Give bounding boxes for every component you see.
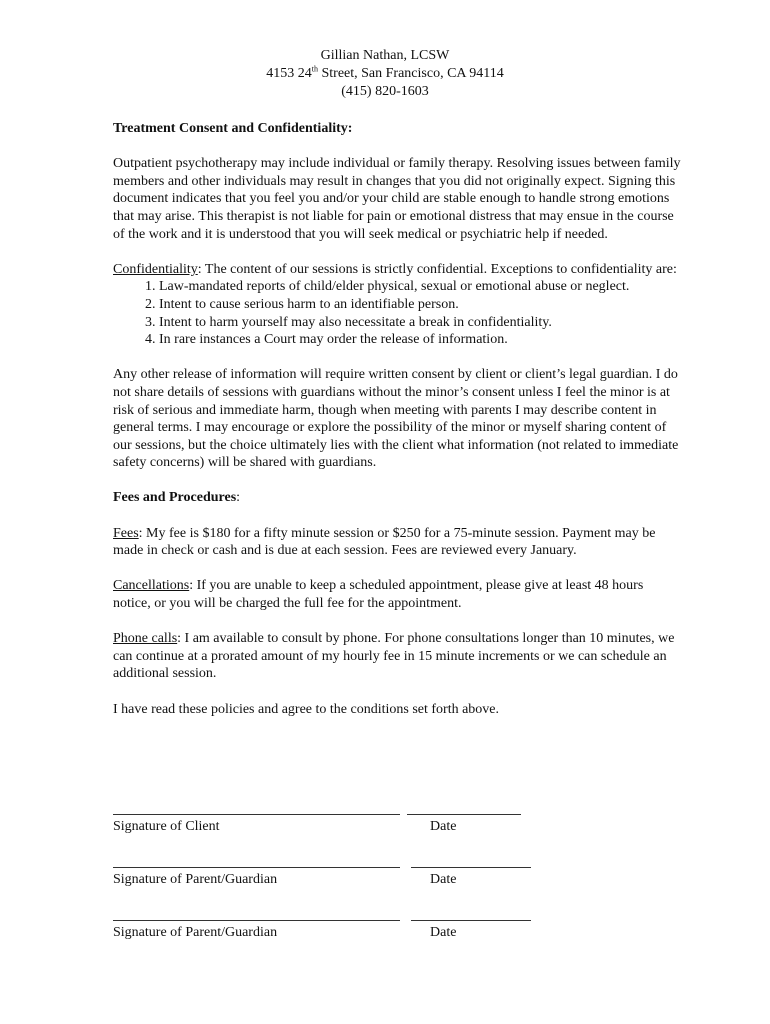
exception-item: 1. Law-mandated reports of child/elder physical, sexual or emotional abuse or neglect. <box>159 278 683 296</box>
letterhead <box>0 47 770 101</box>
phone-calls-paragraph: Phone calls: I am available to consult by phone. For phone consultations longer than 10 minutes, we can continue at a prorated amount of my hourly fee in 15 minute increments or we can schedule an additional session. <box>113 631 675 682</box>
exception-item: 2. Intent to cause serious harm to an identifiable person. <box>159 296 683 314</box>
guardian-date-line[interactable] <box>411 920 531 921</box>
signature-label: Signature of Parent/Guardian <box>113 872 278 887</box>
document-body <box>113 120 683 718</box>
signature-row-guardian-2 <box>113 906 593 959</box>
therapist-phone: (415) 820-1603 <box>341 84 429 99</box>
signature-row-guardian-1 <box>113 853 593 906</box>
therapist-name: Gillian Nathan, LCSW <box>320 48 450 63</box>
date-label: Date <box>430 872 457 887</box>
confidentiality-exceptions <box>113 278 683 348</box>
cancellations-paragraph: Cancellations: If you are unable to keep a scheduled appointment, please give at least 48 hours notice, or you will be charged the full fee for the appointment. <box>113 578 644 612</box>
phone-calls-label: Phone calls <box>113 631 178 647</box>
guardian-signature-line[interactable] <box>113 867 400 868</box>
fees-heading: Fees and Procedures: <box>113 490 241 506</box>
cancellations-label: Cancellations <box>113 578 190 594</box>
signature-block <box>113 800 593 959</box>
exception-item: 4. In rare instances a Court may order the release of information. <box>159 331 683 349</box>
signature-label: Signature of Parent/Guardian <box>113 925 278 940</box>
fees-paragraph: Fees: My fee is $180 for a fifty minute session or $250 for a 75-minute session. Payment may be made in check or cash and is due at each session. Fees are reviewed every January. <box>113 525 656 559</box>
client-date-line[interactable] <box>407 814 521 815</box>
date-label: Date <box>430 819 457 834</box>
confidentiality-paragraph: Confidentiality: The content of our sessions is strictly confidential. Exceptions to confidentiality are: <box>113 261 677 277</box>
guardian-signature-line[interactable] <box>113 920 400 921</box>
exception-item: 3. Intent to harm yourself may also necessitate a break in confidentiality. <box>159 314 683 332</box>
release-paragraph: Any other release of information will require written consent by client or client’s legal guardian. I do not share details of sessions with guardians without the minor’s consent unless I feel the minor is at risk of serious and immediate harm, though when meeting with parents I may describe content in general terms. I may encourage or explore the possibility of the minor or myself sharing content of our sessions, but the choice ultimately lies with the client what information (not related to immediate safety concerns) will be shared with guardians. <box>113 367 679 471</box>
confidentiality-label: Confidentiality <box>113 261 198 277</box>
consent-heading: Treatment Consent and Confidentiality: <box>113 121 353 136</box>
fees-label: Fees <box>113 525 139 541</box>
therapist-address: 4153 24th Street, San Francisco, CA 94114 <box>266 64 504 81</box>
date-label: Date <box>430 925 457 940</box>
signature-row-client <box>113 800 593 853</box>
client-signature-line[interactable] <box>113 814 400 815</box>
signature-label: Signature of Client <box>113 819 220 834</box>
guardian-date-line[interactable] <box>411 867 531 868</box>
agreement-statement: I have read these policies and agree to the conditions set forth above. <box>113 701 500 717</box>
consent-intro: Outpatient psychotherapy may include individual or family therapy. Resolving issues between family members and other individuals may result in changes that you did not originally expect. Signing this document indicates that you feel you and/or your child are stable enough to handle strong emotions that may arise. This therapist is not liable for pain or emotional distress that may ensue in the course of the work and it is understood that you will seek medical or psychiatric help if needed. <box>113 156 681 242</box>
